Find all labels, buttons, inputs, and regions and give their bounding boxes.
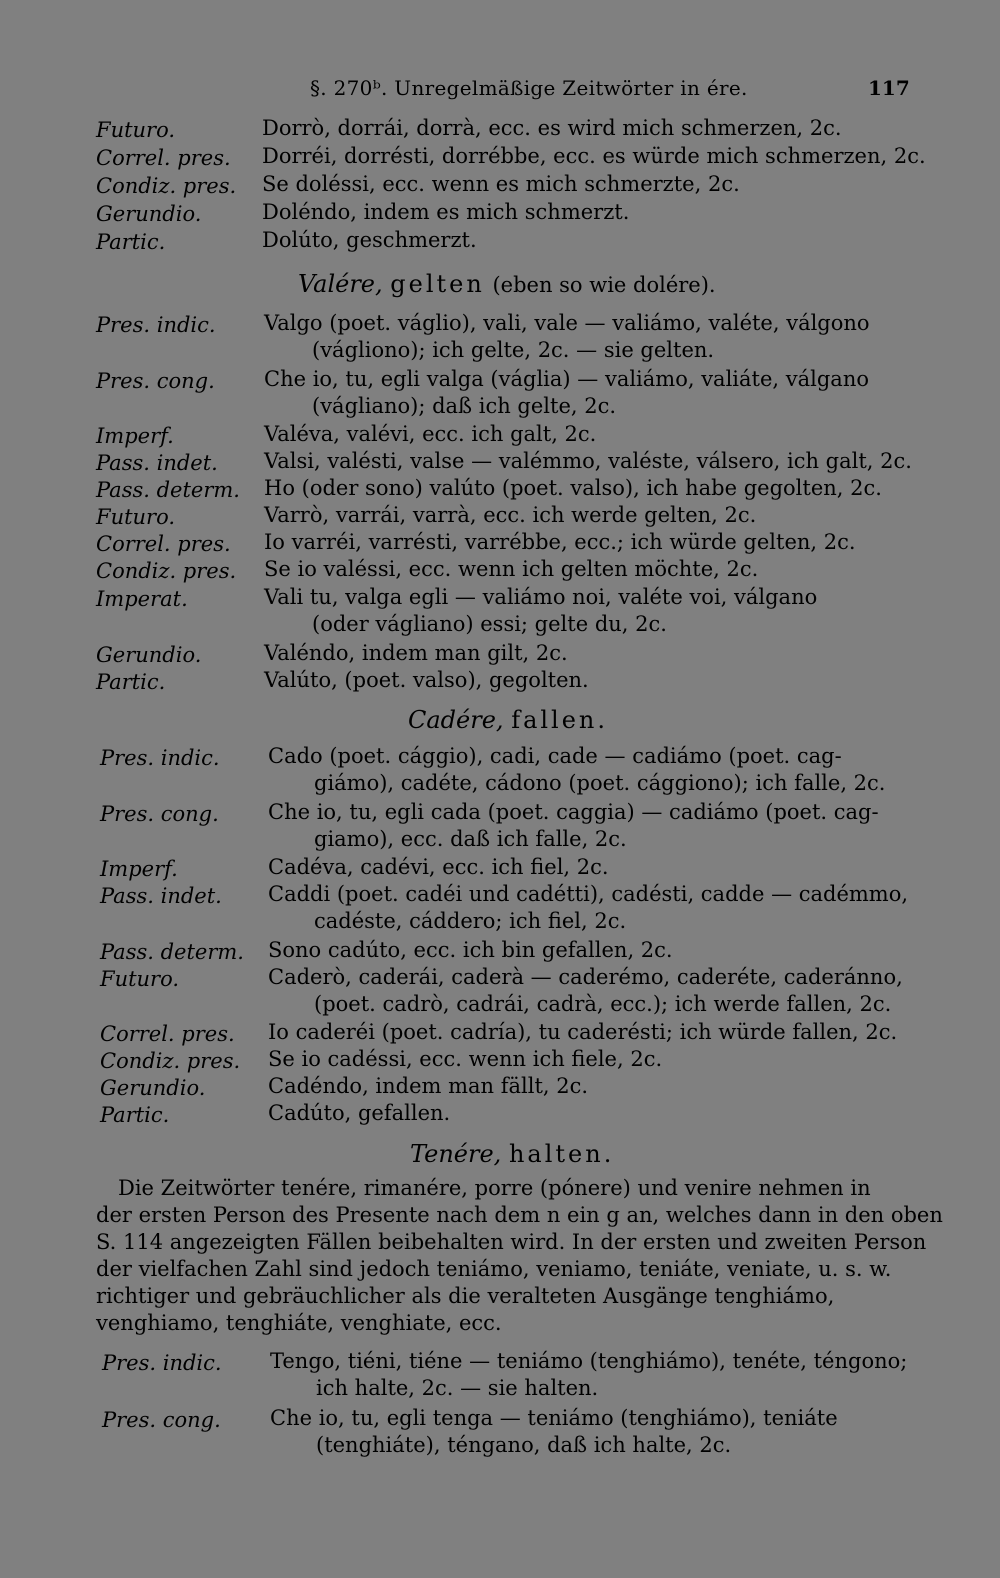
tense-label: Partic. [96,670,166,694]
conjugation-text-cont: giamo), ecc. daß ich falle, 2c. [314,827,627,851]
conjugation-text: Io varréi, varrésti, varrébbe, ecc.; ich würde gelten, 2c. [264,530,856,554]
header-title: §. 270ᵇ. Unregelmäßige Zeitwörter in ére. [310,76,748,100]
conjugation-text-cont: ich halte, 2c. — sie halten. [316,1376,599,1400]
paragraph-line: richtiger und gebräuchlicher als die veralteten Ausgänge tenghiámo, [96,1284,835,1308]
tense-label: Pass. determ. [96,478,240,502]
paragraph-line: venghiamo, tenghiáte, venghiate, ecc. [96,1311,502,1335]
tense-label: Gerundio. [100,1076,206,1100]
conjugation-text: Valéndo, indem man gilt, 2c. [264,641,568,665]
conjugation-text-cont: (poet. cadrò, cadrái, cadrà, ecc.); ich werde fallen, 2c. [314,992,892,1016]
conjugation-text-cont: (tenghiáte), téngano, daß ich halte, 2c. [316,1433,732,1457]
tense-label: Condiz. pres. [100,1049,241,1073]
section-title-tenere: Tenére, halten. [410,1140,615,1168]
tense-label: Partic. [96,230,166,254]
conjugation-text: Cadéndo, indem man fällt, 2c. [268,1074,589,1098]
conjugation-text: Valgo (poet. váglio), vali, vale — valiámo, valéte, válgono [264,311,870,335]
conjugation-text: Vali tu, valga egli — valiámo noi, valéte voi, válgano [264,585,818,609]
conjugation-text: Dorréi, dorrésti, dorrébbe, ecc. es würde mich schmerzen, 2c. [262,144,926,168]
tense-label: Gerundio. [96,643,202,667]
section-title-cadere: Cadére, fallen. [408,706,609,734]
tense-label: Imperf. [96,424,174,448]
conjugation-text: Valsi, valésti, valse — valémmo, valéste, válsero, ich galt, 2c. [264,449,912,473]
conjugation-text: Doléndo, indem es mich schmerzt. [262,200,630,224]
conjugation-text: Sono cadúto, ecc. ich bin gefallen, 2c. [268,938,673,962]
conjugation-text: Valúto, (poet. valso), gegolten. [264,668,589,692]
tense-label: Gerundio. [96,202,202,226]
page-number: 117 [868,76,910,100]
paragraph-line: S. 114 angezeigten Fällen beibehalten wird. In der ersten und zweiten Person [96,1230,927,1254]
conjugation-text: Varrò, varrái, varrà, ecc. ich werde gelten, 2c. [264,503,757,527]
tense-label: Pass. determ. [100,940,244,964]
conjugation-text: Ho (oder sono) valúto (poet. valso), ich habe gegolten, 2c. [264,476,882,500]
tense-label: Pres. indic. [102,1351,222,1375]
conjugation-text-cont: giámo), cadéte, cádono (poet. cággiono); ich falle, 2c. [314,771,886,795]
tense-label: Pres. cong. [102,1408,221,1432]
paragraph-line: der vielfachen Zahl sind jedoch teniámo, veniamo, teniáte, veniate, u. s. w. [96,1257,892,1281]
conjugation-text-cont: cadéste, cáddero; ich fiel, 2c. [314,909,627,933]
conjugation-text: Dolúto, geschmerzt. [262,228,477,252]
conjugation-text-cont: (oder vágliano) essi; gelte du, 2c. [312,612,667,636]
tense-label: Pres. indic. [96,313,216,337]
conjugation-text: Se doléssi, ecc. wenn es mich schmerzte, 2c. [262,172,740,196]
tense-label: Pres. cong. [96,369,215,393]
tense-label: Correl. pres. [96,146,231,170]
section-title-valere: Valére, gelten (eben so wie dolére). [298,270,716,298]
conjugation-text: Cadúto, gefallen. [268,1101,451,1125]
tense-label: Correl. pres. [96,532,231,556]
conjugation-text: Tengo, tiéni, tiéne — teniámo (tenghiámo), tenéte, téngono; [270,1349,908,1373]
tense-label: Futuro. [100,967,180,991]
tense-label: Pres. cong. [100,802,219,826]
explanatory-paragraph [96,1175,943,1337]
conjugation-text: Io caderéi (poet. cadría), tu caderésti; ich würde fallen, 2c. [268,1020,898,1044]
tense-label: Correl. pres. [100,1022,235,1046]
tense-label: Imperf. [100,857,178,881]
paragraph-line: Die Zeitwörter tenére, rimanére, porre (pónere) und venire nehmen in [118,1176,871,1200]
conjugation-text: Se io valéssi, ecc. wenn ich gelten möchte, 2c. [264,557,759,581]
running-header [0,76,1000,106]
tense-label: Condiz. pres. [96,559,237,583]
conjugation-text: Caddi (poet. cadéi und cadétti), cadésti, cadde — cadémmo, [268,882,909,906]
conjugation-text: Che io, tu, egli valga (váglia) — valiámo, valiáte, válgano [264,367,869,391]
conjugation-text: Se io cadéssi, ecc. wenn ich fiele, 2c. [268,1047,663,1071]
conjugation-text: Che io, tu, egli tenga — teniámo (tenghiámo), teniáte [270,1406,838,1430]
conjugation-text-cont: (vágliono); ich gelte, 2c. — sie gelten. [312,338,715,362]
conjugation-text: Caderò, caderái, caderà — caderémo, caderéte, caderánno, [268,965,903,989]
tense-label: Partic. [100,1103,170,1127]
conjugation-text: Cado (poet. cággio), cadi, cade — cadiámo (poet. cag- [268,744,842,768]
tense-label: Condiz. pres. [96,174,237,198]
tense-label: Imperat. [96,587,188,611]
conjugation-text: Valéva, valévi, ecc. ich galt, 2c. [264,422,597,446]
conjugation-text: Che io, tu, egli cada (poet. caggia) — cadiámo (poet. cag- [268,800,879,824]
conjugation-text-cont: (vágliano); daß ich gelte, 2c. [312,394,617,418]
conjugation-text: Cadéva, cadévi, ecc. ich fiel, 2c. [268,855,609,879]
tense-label: Futuro. [96,118,176,142]
tense-label: Pass. indet. [96,451,218,475]
tense-label: Futuro. [96,505,176,529]
tense-label: Pres. indic. [100,746,220,770]
tense-label: Pass. indet. [100,884,222,908]
paragraph-line: der ersten Person des Presente nach dem n ein g an, welches dann in den oben [96,1203,943,1227]
conjugation-text: Dorrò, dorrái, dorrà, ecc. es wird mich schmerzen, 2c. [262,116,842,140]
